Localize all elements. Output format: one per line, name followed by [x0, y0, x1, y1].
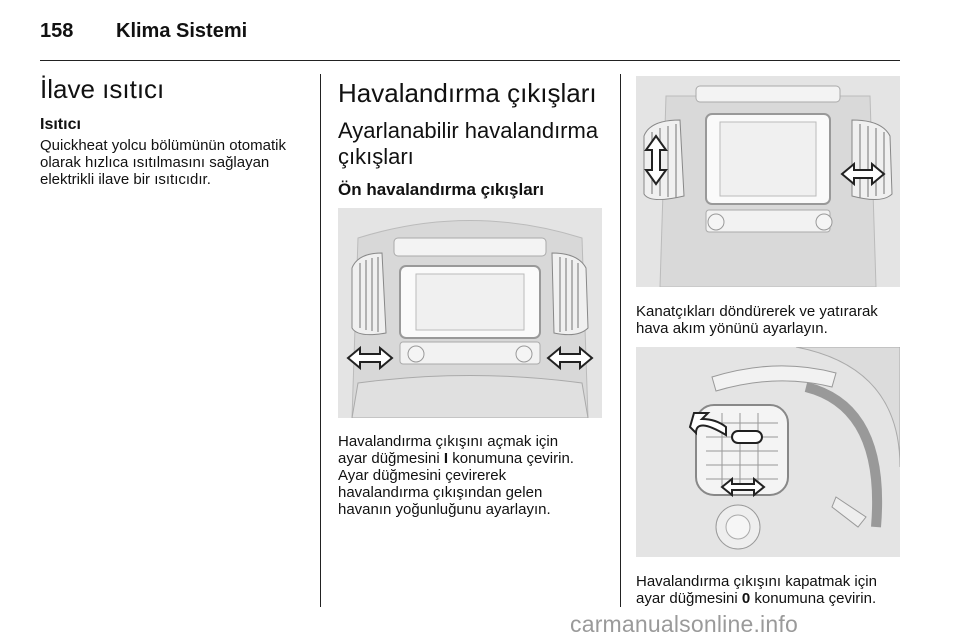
front-vents-illustration: [338, 208, 602, 418]
right-caption-1: [636, 303, 916, 337]
position-i-label: I: [443, 450, 449, 467]
left-body-text: [40, 137, 310, 188]
right-caption-line: Kanatçıkları döndürerek ve yatırarak: [636, 303, 878, 320]
chapter-title: Klima Sistemi: [116, 20, 248, 42]
right-caption-2: [636, 573, 916, 607]
middle-body-line: Havalandırma çıkışını açmak için: [338, 433, 559, 450]
section-title-ilave-isitici: İlave ısıtıcı: [40, 74, 165, 104]
page-number: 158: [40, 20, 74, 42]
subsection-title-line: Ayarlanabilir havalandırma: [338, 118, 599, 143]
left-body-line: olarak hızlıca ısıtılmasını sağlayan: [40, 154, 270, 171]
vent-louvres-illustration: [636, 76, 900, 287]
column-divider: [620, 74, 621, 607]
middle-body-text: [338, 433, 613, 518]
section-title-havalandirma: Havalandırma çıkışları: [338, 78, 597, 108]
middle-body-line: ayar düğmesini I konumuna çevirin.: [338, 450, 574, 467]
sub-subsection-title-on: Ön havalandırma çıkışları: [338, 180, 544, 199]
left-body-line: elektrikli ilave bir ısıtıcıdır.: [40, 171, 211, 188]
middle-body-line: Ayar düğmesini çevirerek: [338, 467, 507, 484]
subsection-title-ayarlanabilir: [338, 118, 598, 170]
middle-body-line: havanın yoğunluğunu ayarlayın.: [338, 501, 551, 518]
column-divider: [320, 74, 321, 607]
header-rule: [40, 60, 900, 61]
right-caption-line: ayar düğmesini 0 konumuna çevirin.: [636, 590, 877, 607]
position-0-label: 0: [741, 590, 751, 607]
right-caption-line: Havalandırma çıkışını kapatmak için: [636, 573, 877, 590]
left-body-line: Quickheat yolcu bölümünün otomatik: [40, 137, 286, 154]
middle-body-line: havalandırma çıkışından gelen: [338, 484, 543, 501]
right-caption-line: hava akım yönünü ayarlayın.: [636, 320, 828, 337]
side-vent-closing-illustration: [636, 347, 900, 557]
subsection-title-isitici: Isıtıcı: [40, 116, 81, 133]
watermark: carmanualsonline.info: [570, 611, 798, 637]
subsection-title-line: çıkışları: [338, 144, 414, 169]
